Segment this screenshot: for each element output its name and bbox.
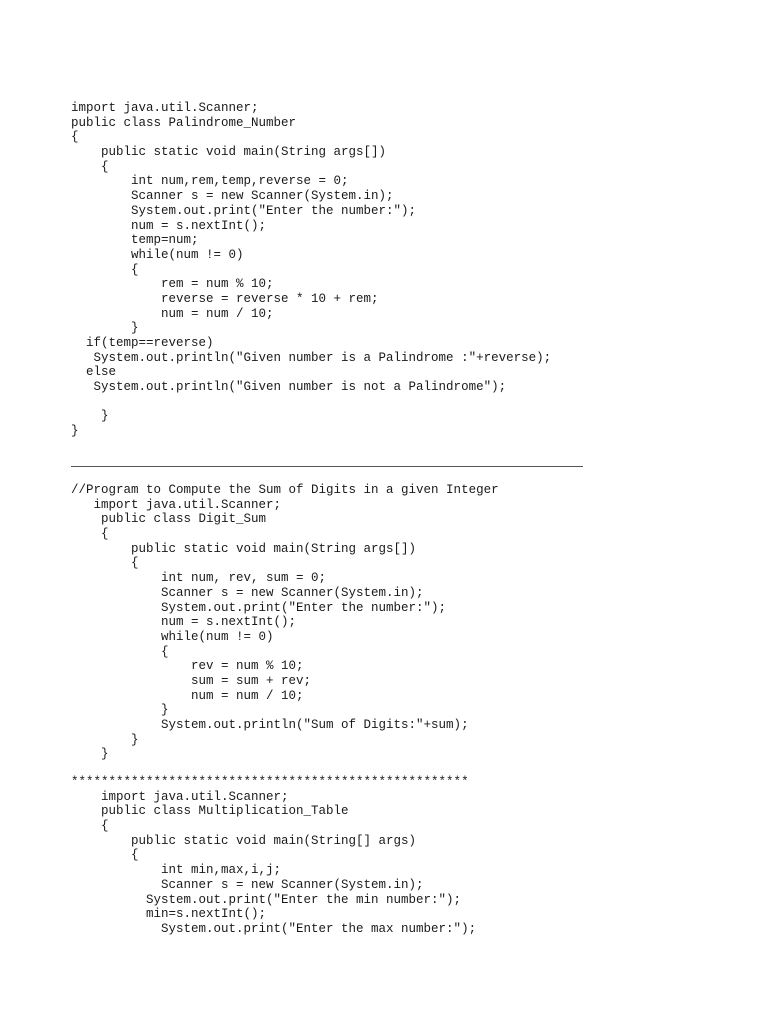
code-line: Scanner s = new Scanner(System.in); — [71, 189, 394, 204]
code-line: num = s.nextInt(); — [71, 615, 297, 630]
code-line — [71, 395, 551, 410]
code-line: Scanner s = new Scanner(System.in); — [71, 585, 424, 600]
code-line: Scanner s = new Scanner(System.in); — [71, 877, 424, 892]
code-line: import java.util.Scanner; — [71, 101, 259, 115]
code-line: { — [71, 262, 139, 277]
code-line: public class Palindrome_Number — [71, 115, 297, 130]
palindrome-code-block — [71, 101, 551, 439]
code-line: while(num != 0) — [71, 247, 244, 262]
code-line: min=s.nextInt(); — [71, 907, 267, 922]
code-line: num = num / 10; — [71, 688, 304, 703]
code-line: rev = num % 10; — [71, 659, 304, 674]
code-line: int num, rev, sum = 0; — [71, 571, 327, 586]
code-line: public class Digit_Sum — [71, 512, 267, 527]
code-line: } — [71, 732, 139, 747]
code-line: if(temp==reverse) — [71, 336, 214, 350]
code-line: { — [71, 159, 109, 174]
multiplication-table-code-block — [71, 775, 476, 937]
code-line: int num,rem,temp,reverse = 0; — [71, 174, 349, 189]
code-line: int min,max,i,j; — [71, 863, 282, 878]
section-divider — [71, 466, 583, 467]
code-line: public static void main(String args[]) — [71, 541, 417, 556]
code-line: System.out.print("Enter the number:"); — [71, 203, 417, 218]
code-line: ***************************************************** — [71, 775, 469, 789]
code-line: temp=num; — [71, 233, 199, 248]
code-line: } — [71, 747, 109, 762]
code-line: } — [71, 409, 109, 424]
code-line: num = s.nextInt(); — [71, 218, 267, 233]
code-line: { — [71, 644, 169, 659]
code-line: System.out.println("Sum of Digits:"+sum); — [71, 718, 469, 732]
code-line: } — [71, 321, 139, 336]
code-line: //Program to Compute the Sum of Digits in a given Integer — [71, 483, 499, 497]
code-line: } — [71, 424, 79, 439]
code-line: else — [71, 365, 117, 380]
code-line: public static void main(String args[]) — [71, 145, 387, 160]
code-line: num = num / 10; — [71, 306, 274, 321]
code-line: { — [71, 556, 139, 571]
code-line: System.out.print("Enter the max number:"); — [71, 921, 477, 936]
code-line: } — [71, 703, 169, 718]
code-line: import java.util.Scanner; — [71, 789, 289, 804]
code-line: { — [71, 848, 139, 863]
code-line: reverse = reverse * 10 + rem; — [71, 291, 379, 306]
code-line: System.out.print("Enter the min number:"); — [71, 892, 462, 907]
code-line: { — [71, 527, 109, 542]
code-line: sum = sum + rev; — [71, 673, 312, 688]
code-line: { — [71, 819, 109, 834]
code-line: public static void main(String[] args) — [71, 833, 417, 848]
code-line: System.out.print("Enter the number:"); — [71, 600, 447, 615]
code-line: while(num != 0) — [71, 629, 274, 644]
code-line: { — [71, 130, 79, 145]
code-line: import java.util.Scanner; — [71, 497, 282, 512]
digit-sum-code-block — [71, 483, 499, 762]
code-line: public class Multiplication_Table — [71, 804, 349, 819]
code-line: System.out.println("Given number is a Palindrome :"+reverse); — [71, 350, 552, 365]
code-line: System.out.println("Given number is not a Palindrome"); — [71, 380, 507, 395]
code-line: rem = num % 10; — [71, 277, 274, 292]
